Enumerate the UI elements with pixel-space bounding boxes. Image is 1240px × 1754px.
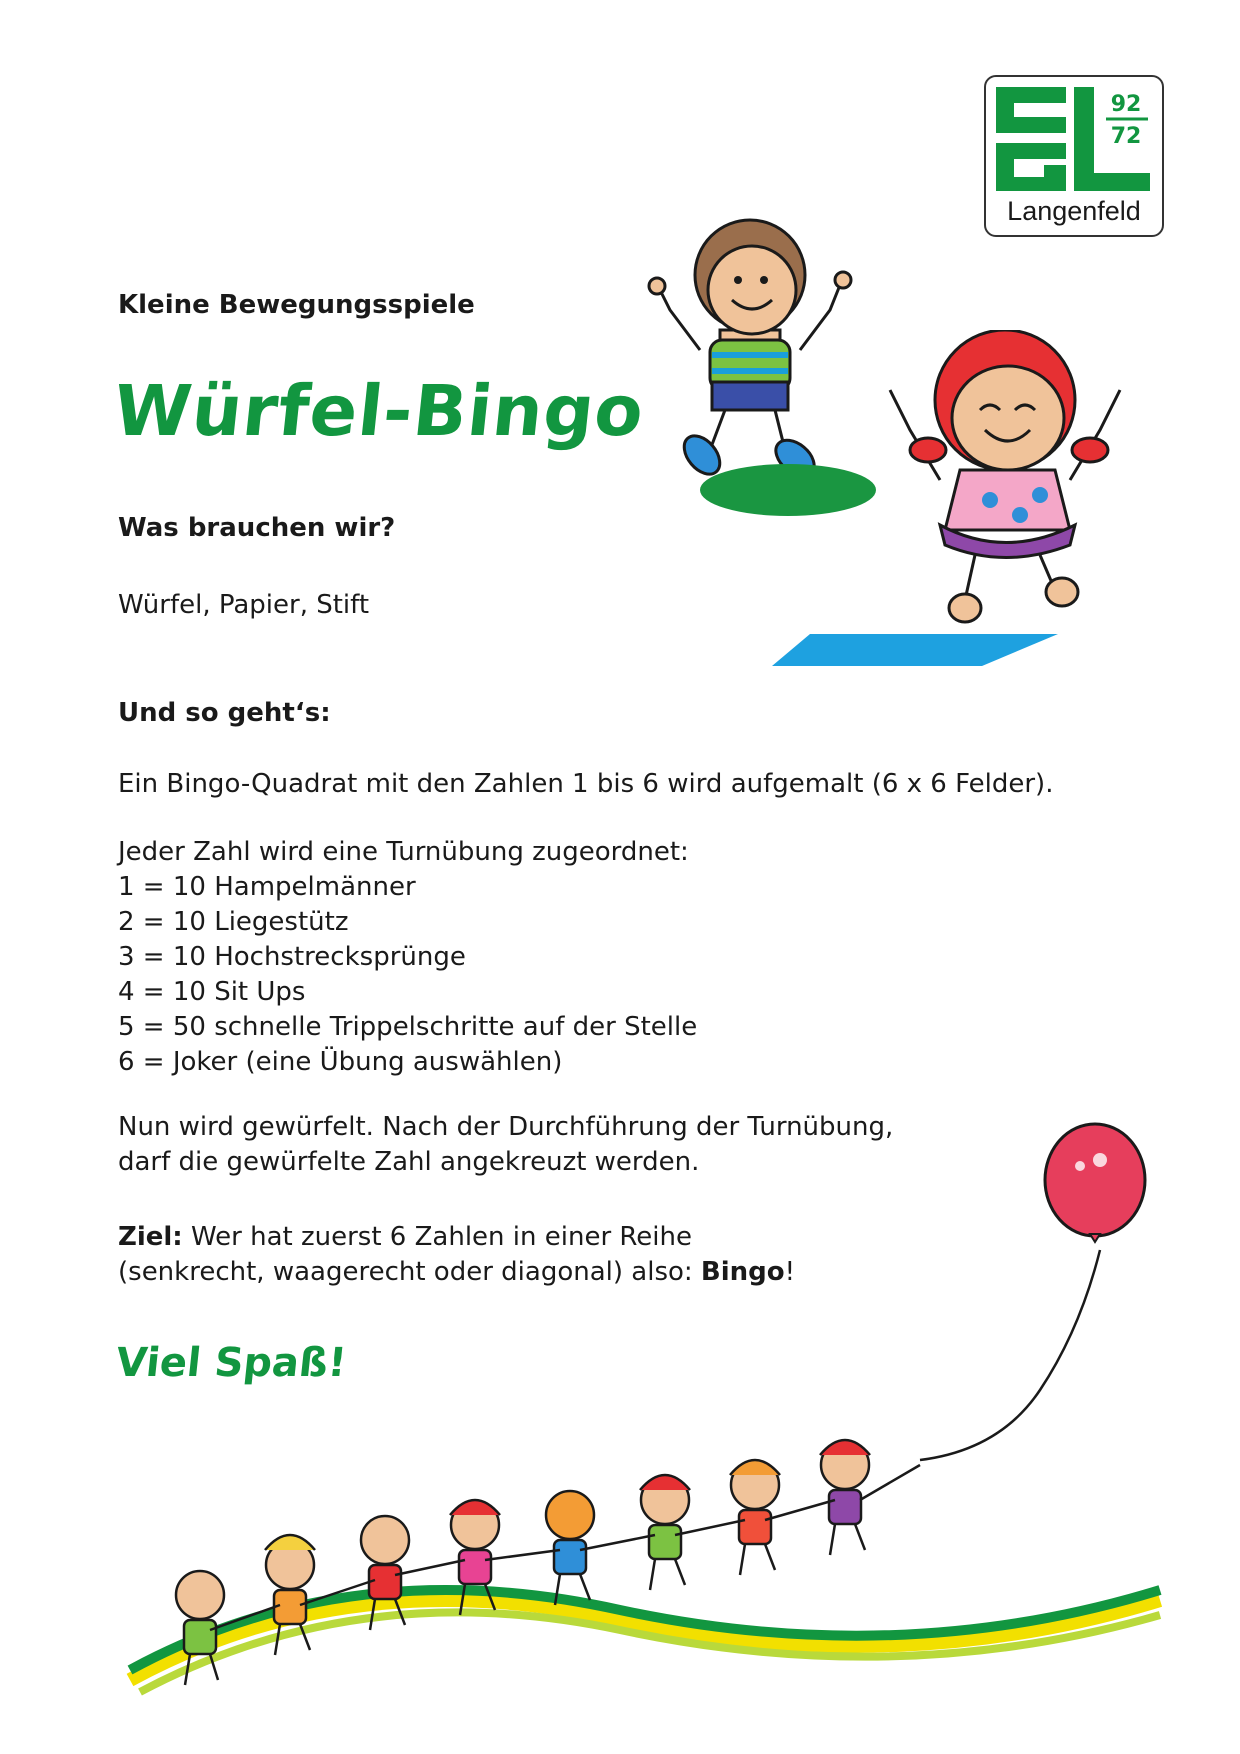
goal-bingo: Bingo — [700, 1257, 785, 1287]
green-mat-icon — [698, 460, 878, 520]
exercise-rule: 6 = Joker (eine Übung auswählen) — [118, 1047, 563, 1077]
subtitle: Kleine Bewegungsspiele — [118, 290, 475, 320]
howto-heading: Und so geht‘s: — [118, 698, 331, 728]
exercise-rule: 3 = 10 Hochstrecksprünge — [118, 942, 466, 972]
exercise-rule: 2 = 10 Liegestütz — [118, 907, 349, 937]
balloon-string — [920, 1250, 1100, 1460]
logo-mark-icon — [986, 77, 1162, 202]
goal-text-2: (senkrecht, waagerecht oder diagonal) also: — [118, 1257, 701, 1287]
exercise-rule: 5 = 50 schnelle Trippelschritte auf der Stelle — [118, 1012, 698, 1042]
exercise-rule: 1 = 10 Hampelmänner — [118, 872, 416, 902]
exercise-list — [118, 870, 697, 1080]
logo-name: Langenfeld — [1007, 196, 1141, 226]
jumping-girl-icon — [880, 330, 1140, 630]
goal-label: Ziel: — [118, 1222, 183, 1252]
play-line-1: Nun wird gewürfelt. Nach der Durchführung der Turnübung, — [118, 1112, 894, 1142]
club-logo — [984, 75, 1164, 237]
logo-number-bottom: 72 — [1110, 124, 1142, 149]
blue-mat-icon — [770, 630, 1060, 670]
needs-heading: Was brauchen wir? — [118, 513, 396, 543]
logo-number-top: 92 — [1110, 92, 1142, 117]
howto-intro: Ein Bingo-Quadrat mit den Zahlen 1 bis 6 wird aufgemalt (6 x 6 Felder). — [118, 769, 1054, 799]
exercise-rule: 4 = 10 Sit Ups — [118, 977, 306, 1007]
page-title: Würfel-Bingo — [109, 370, 649, 452]
children-chain-icon — [100, 1230, 1180, 1710]
goal-text-1: Wer hat zuerst 6 Zahlen in einer Reihe — [182, 1222, 693, 1252]
closing-text: Viel Spaß! — [113, 1340, 349, 1386]
assign-intro: Jeder Zahl wird eine Turnübung zugeordnet: — [118, 837, 689, 867]
needs-items: Würfel, Papier, Stift — [118, 590, 370, 620]
goal-end: ! — [784, 1257, 796, 1287]
play-line-2: darf die gewürfelte Zahl angekreuzt werden. — [118, 1147, 700, 1177]
